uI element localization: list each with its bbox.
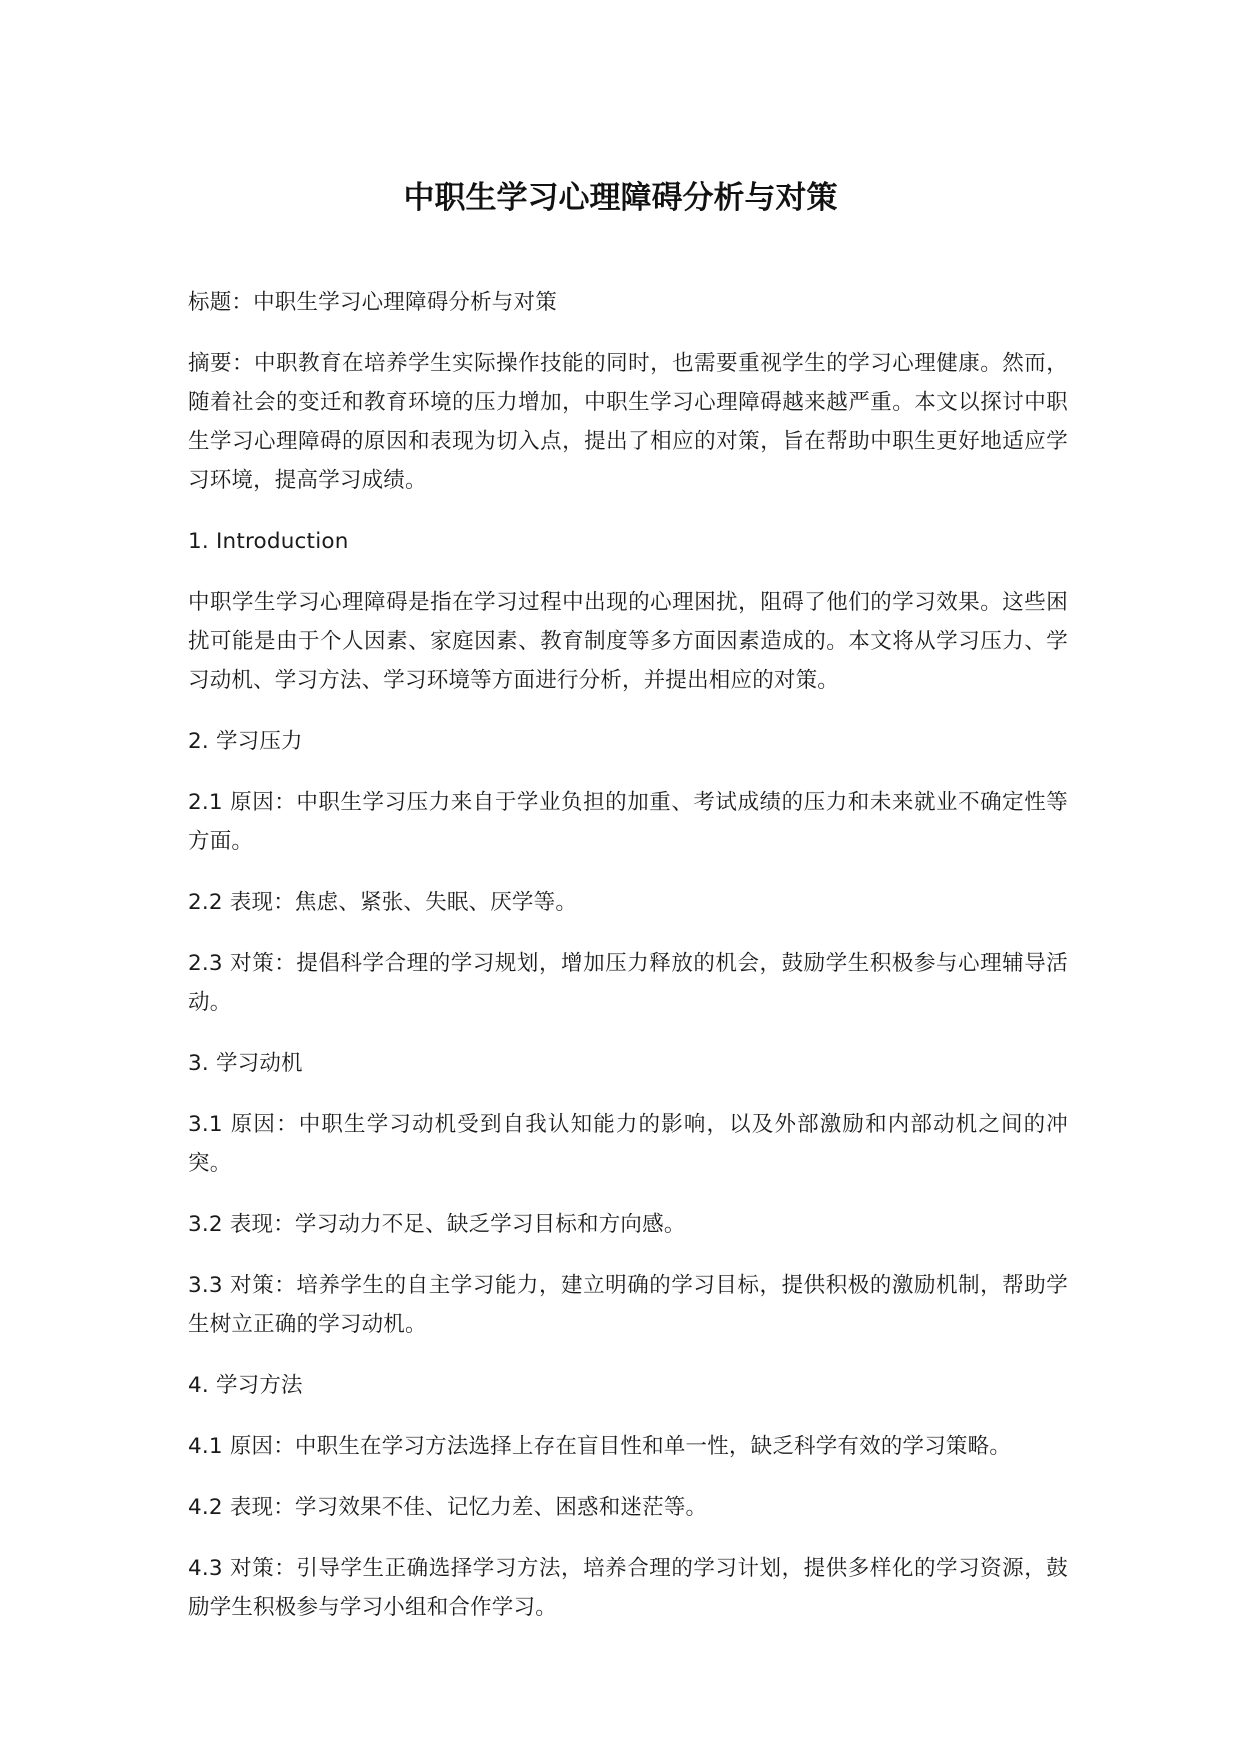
abstract-paragraph: 摘要：中职教育在培养学生实际操作技能的同时，也需要重视学生的学习心理健康。然而，随着社会的变迁和教育环境的压力增加，中职生学习心理障碍越来越严重。本文以探讨中职生学习心理障碍的原因和表现为切入点，提出了相应的对策，旨在帮助中职生更好地适应学习环境，提高学习成绩。 [188,351,1068,493]
motivation-countermeasures: 3.3 对策：培养学生的自主学习能力，建立明确的学习目标，提供积极的激励机制，帮助学生树立正确的学习动机。 [188,1273,1068,1337]
section-heading-learning-pressure: 2. 学习压力 [188,729,303,754]
pressure-countermeasures: 2.3 对策：提倡科学合理的学习规划，增加压力释放的机会，鼓励学生积极参与心理辅导活动。 [188,951,1068,1015]
methods-symptoms: 4.2 表现：学习效果不佳、记忆力差、困惑和迷茫等。 [188,1495,708,1520]
title-line: 标题：中职生学习心理障碍分析与对策 [188,290,557,315]
motivation-symptoms: 3.2 表现：学习动力不足、缺乏学习目标和方向感。 [188,1212,686,1237]
methods-cause: 4.1 原因：中职生在学习方法选择上存在盲目性和单一性，缺乏科学有效的学习策略。 [188,1434,1012,1459]
section-heading-learning-motivation: 3. 学习动机 [188,1051,303,1076]
section-heading-introduction: 1. Introduction [188,529,349,554]
pressure-cause: 2.1 原因：中职生学习压力来自于学业负担的加重、考试成绩的压力和未来就业不确定性等方面。 [188,790,1068,854]
motivation-cause: 3.1 原因：中职生学习动机受到自我认知能力的影响，以及外部激励和内部动机之间的冲突。 [188,1112,1068,1176]
pressure-symptoms: 2.2 表现：焦虑、紧张、失眠、厌学等。 [188,890,578,915]
section-heading-learning-methods: 4. 学习方法 [188,1373,303,1398]
document-title: 中职生学习心理障碍分析与对策 [403,180,838,216]
document-body [188,283,1068,1649]
methods-countermeasures: 4.3 对策：引导学生正确选择学习方法，培养合理的学习计划，提供多样化的学习资源，鼓励学生积极参与学习小组和合作学习。 [188,1556,1068,1620]
introduction-paragraph: 中职学生学习心理障碍是指在学习过程中出现的心理困扰，阻碍了他们的学习效果。这些困扰可能是由于个人因素、家庭因素、教育制度等多方面因素造成的。本文将从学习压力、学习动机、学习方法、学习环境等方面进行分析，并提出相应的对策。 [188,590,1068,693]
